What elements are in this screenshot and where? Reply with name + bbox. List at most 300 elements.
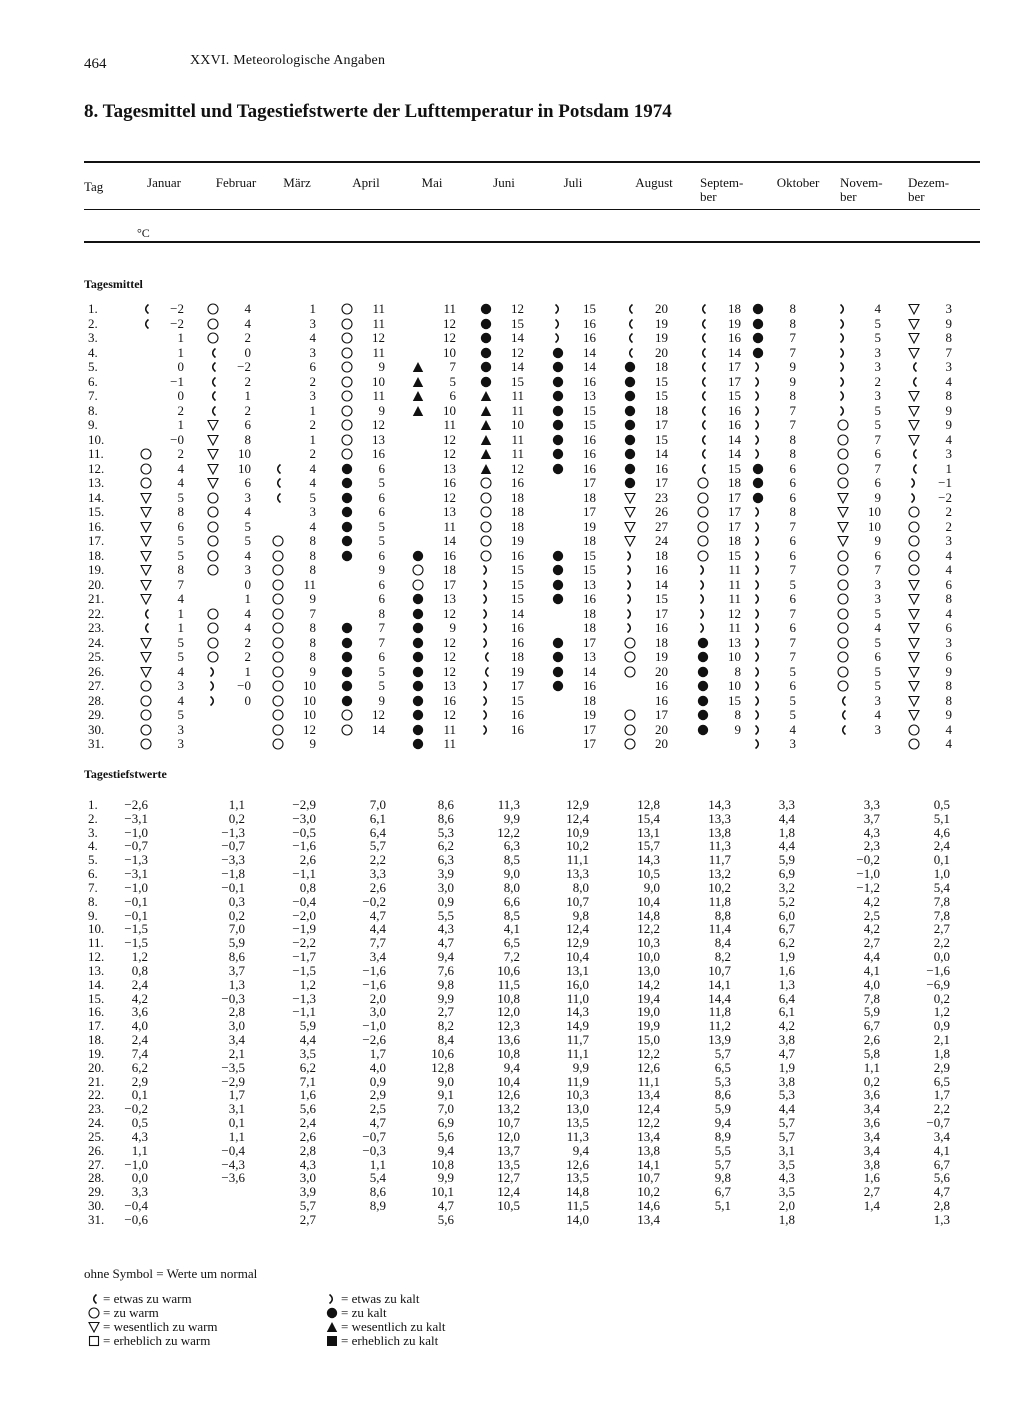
mean-value: 15 [511,373,524,389]
mean-value: 8 [309,620,316,635]
open-circle-icon [272,593,284,605]
mean-value: 16 [511,475,524,490]
mean-value: 15 [511,692,524,708]
waxing-moon-icon [624,593,636,605]
mean-value: 17 [583,475,596,490]
open-circle-icon [624,724,636,736]
min-value: 7,7 [369,935,386,951]
mean-value: 15 [511,591,524,606]
min-value: 3,9 [437,866,454,882]
open-circle-icon [207,651,219,663]
min-value: 3,3 [131,1184,148,1200]
filled-circle-icon [341,680,353,692]
mean-value: 4 [874,707,881,722]
mean-value: 11 [303,576,316,592]
min-value: 10,6 [497,962,520,978]
min-value: −3,3 [221,852,245,868]
day-label: 13. [88,962,105,978]
open-triangle-icon [908,622,920,634]
min-value: 11,0 [566,990,589,1006]
mean-value: 8 [789,446,796,461]
min-value: 6,7 [714,1184,731,1200]
min-value: −1,9 [292,921,316,937]
min-value: 4,3 [299,1156,316,1172]
min-value: −0,7 [221,838,245,854]
mean-value: 5 [874,315,881,331]
min-value: −3,1 [124,866,148,882]
min-value: 13,1 [566,962,589,978]
open-circle-icon [341,709,353,721]
open-triangle-icon [624,506,636,518]
min-value: 2,2 [933,1101,950,1117]
legend-text: = erheblich zu kalt [341,1333,439,1348]
day-label: 6. [88,373,98,389]
min-value: −1,0 [124,824,148,840]
min-value: −1,0 [362,1018,386,1034]
waxing-moon-icon [908,492,920,504]
month-header: Oktober [776,175,820,190]
min-value: 1,7 [369,1045,386,1061]
min-value: 5,9 [228,935,245,951]
mean-value: 10 [443,344,456,360]
filled-circle-icon [412,680,424,692]
open-circle-icon [624,651,636,663]
filled-circle-icon [480,347,492,359]
mean-value: 4 [309,475,316,490]
mean-value: 5 [874,605,881,621]
mean-value: 5 [244,533,251,548]
min-value: 2,8 [228,1004,245,1020]
open-circle-icon [837,622,849,634]
min-value: 12,2 [637,1115,660,1131]
min-value: 11,9 [566,1073,589,1089]
open-triangle-icon [908,680,920,692]
min-value: 10,8 [497,990,520,1006]
filled-circle-icon [412,695,424,707]
open-circle-icon [272,535,284,547]
mean-value: 6 [789,475,796,490]
min-value: 11,4 [708,921,731,937]
min-value: 2,0 [778,1198,795,1214]
mean-value: 9 [309,736,316,751]
waxing-moon-icon [752,564,764,576]
filled-circle-icon [341,622,353,634]
day-label: 7. [88,388,98,403]
mean-value: 5 [309,489,316,505]
min-value: 8,0 [572,879,589,895]
mean-value: 4 [244,301,251,316]
waxing-moon-icon [752,593,764,605]
mean-value: 26 [655,504,668,519]
month-header: Januar [147,175,181,190]
min-value: 8,9 [714,1128,731,1144]
min-value: −2,9 [221,1073,245,1089]
min-value: 6,2 [778,935,795,951]
open-circle-icon [140,448,152,460]
filled-circle-icon [412,651,424,663]
min-value: 10,7 [566,893,589,909]
day-label: 28. [88,692,105,708]
filled-circle-icon [624,477,636,489]
mean-value: 19 [728,315,741,331]
filled-circle-icon [341,550,353,562]
mean-value: 4 [177,460,184,476]
min-value: 4,4 [299,1032,316,1048]
min-value: 4,7 [437,935,454,951]
waxing-moon-icon [752,709,764,721]
min-value: 9,1 [437,1087,454,1103]
open-triangle-icon [624,535,636,547]
waning-moon-icon [837,709,849,721]
mean-value: 15 [583,301,596,316]
min-value: 15,0 [637,1032,660,1048]
waxing-moon-icon [207,680,219,692]
waning-moon-icon [697,347,709,359]
min-value: 2,8 [933,1198,950,1214]
day-label: 5. [88,852,98,868]
mean-value: 5 [378,475,385,490]
mean-value: 3 [309,315,316,331]
open-circle-icon [272,622,284,634]
open-triangle-icon [624,521,636,533]
min-value: 8,4 [714,935,731,951]
mean-value: 10 [303,678,316,693]
day-label: 24. [88,1115,105,1131]
mean-value: 2 [945,504,952,519]
min-value: 8,0 [503,879,520,895]
mean-value: 3 [874,591,881,606]
filled-circle-icon [412,593,424,605]
mean-value: 14 [443,533,456,548]
mean-value: 14 [511,330,524,345]
mean-value: 6 [449,388,456,403]
waxing-moon-icon [752,434,764,446]
min-value: 2,3 [863,838,880,854]
mean-value: 14 [583,359,596,374]
open-triangle-icon [908,709,920,721]
filled-triangle-icon [412,361,424,373]
filled-circle-icon [552,463,564,475]
mean-value: 2 [244,330,251,345]
legend-intro: ohne Symbol = Werte um normal [84,1266,258,1281]
mean-value: 8 [177,504,184,519]
min-value: −1,8 [221,866,245,882]
mean-value: 15 [511,576,524,592]
min-value: 8,6 [369,1184,386,1200]
mean-value: 4 [945,721,952,737]
min-value: 12,9 [566,797,589,812]
filled-circle-icon [752,463,764,475]
day-label: 15. [88,504,105,519]
mean-value: 2 [244,634,251,650]
mean-value: 8 [734,663,741,679]
day-label: 3. [88,330,98,345]
mean-value: 6 [244,475,251,490]
filled-circle-icon [326,1307,338,1319]
min-value: 11,1 [566,1045,589,1061]
min-value: −1,1 [292,1004,316,1020]
waxing-moon-icon [752,376,764,388]
min-value: 5,7 [714,1156,731,1172]
mean-value: 5 [244,518,251,534]
waning-moon-icon [697,303,709,315]
min-value: 0,1 [933,852,950,868]
open-circle-icon [412,579,424,591]
mean-value: 14 [655,576,668,592]
min-value: 5,9 [714,1101,731,1117]
waxing-moon-icon [752,738,764,750]
legend-text: = wesentlich zu warm [103,1319,218,1334]
mean-value: 2 [945,518,952,534]
mean-value: 18 [583,692,596,708]
day-label: 31. [88,1211,105,1227]
min-value: 14,1 [708,976,731,992]
waning-moon-icon [140,608,152,620]
min-value: 11,7 [566,1032,589,1048]
open-triangle-icon [207,448,219,460]
table-title: 8. Tagesmittel und Tagestiefstwerte der Lufttemperatur in Potsdam 1974 [84,101,672,122]
mean-value: 20 [655,301,668,316]
mean-value: 3 [309,388,316,403]
waning-moon-icon [207,361,219,373]
open-triangle-icon [908,318,920,330]
mean-value: 3 [874,359,881,374]
waning-moon-icon [908,361,920,373]
mean-value: 8 [789,301,796,316]
mean-value: 6 [789,678,796,693]
mean-value: 5 [378,663,385,679]
min-value: 2,1 [228,1045,245,1061]
waxing-moon-icon [908,477,920,489]
mean-value: 17 [583,721,596,737]
min-value: 4,4 [778,1101,795,1117]
mean-value: 7 [177,576,184,592]
mean-value: 7 [789,344,796,360]
waxing-moon-icon [837,318,849,330]
open-triangle-icon [837,506,849,518]
waxing-moon-icon [697,622,709,634]
mean-value: 7 [309,605,316,621]
min-value: 2,0 [369,990,386,1006]
mean-value: 5 [177,649,184,664]
mean-value: 7 [789,634,796,650]
filled-circle-icon [341,637,353,649]
min-value: 8,2 [437,1018,454,1034]
min-value: 5,7 [299,1198,316,1214]
day-label: 9. [88,417,98,432]
mean-value: 17 [583,634,596,650]
min-value: 1,0 [933,866,950,882]
filled-circle-icon [624,361,636,373]
month-header: Novem- ber [840,175,883,204]
min-value: −1,6 [926,962,950,978]
mean-value: 12 [443,605,456,621]
min-value: 2,7 [863,1184,880,1200]
day-label: 17. [88,1018,105,1034]
min-value: 13,0 [566,1101,589,1117]
min-value: 5,7 [714,1045,731,1061]
min-value: 13,0 [637,962,660,978]
min-value: 3,6 [131,1004,148,1020]
open-triangle-icon [908,332,920,344]
day-label: 5. [88,359,98,374]
filled-circle-icon [697,666,709,678]
open-circle-icon [207,564,219,576]
day-label: 28. [88,1170,105,1186]
min-value: 4,6 [933,824,950,840]
filled-triangle-icon [480,390,492,402]
open-circle-icon [624,666,636,678]
min-value: 13,4 [637,1211,660,1227]
unit-label: °C [137,226,150,240]
mean-value: 15 [511,562,524,577]
min-value: 7,0 [228,921,245,937]
mean-value: 15 [655,431,668,447]
day-label: 19. [88,1045,105,1061]
mean-value: 5 [789,576,796,592]
day-column-header: Tag [84,179,104,194]
filled-circle-icon [552,434,564,446]
mean-value: 12 [443,489,456,505]
min-value: −2,6 [362,1032,386,1048]
open-circle-icon [908,521,920,533]
min-value: 0,8 [299,879,316,895]
open-triangle-icon [140,550,152,562]
open-circle-icon [140,724,152,736]
open-circle-icon [272,579,284,591]
waxing-moon-icon [552,332,564,344]
day-label: 18. [88,547,105,563]
mean-value: 7 [874,431,881,447]
min-value: 2,6 [299,1128,316,1144]
min-value: 3,8 [863,1156,880,1172]
min-value: 7,1 [299,1073,316,1089]
open-circle-icon [837,419,849,431]
min-value: 14,4 [708,990,731,1006]
filled-circle-icon [552,564,564,576]
mean-value: 2 [244,373,251,389]
min-value: 2,7 [299,1211,316,1227]
mean-value: 18 [511,649,524,664]
mean-value: 16 [728,330,741,345]
min-value: 11,3 [708,838,731,854]
mean-value: 9 [378,692,385,708]
min-value: 1,1 [131,1142,148,1158]
min-value: 2,7 [863,935,880,951]
section-tagesmittel: Tagesmittel [84,277,143,291]
mean-value: 10 [238,460,251,476]
waning-moon-icon [480,666,492,678]
mean-value: 17 [728,504,741,519]
filled-triangle-icon [326,1321,338,1333]
mean-value: 12 [372,330,385,345]
min-value: 6,9 [437,1115,454,1131]
filled-circle-icon [341,535,353,547]
open-circle-icon [697,550,709,562]
day-label: 24. [88,634,105,650]
filled-triangle-icon [480,434,492,446]
mean-value: 6 [378,591,385,606]
open-triangle-icon [140,521,152,533]
mean-value: 20 [655,736,668,751]
min-value: 13,3 [566,866,589,882]
min-value: −1,3 [292,990,316,1006]
waxing-moon-icon [752,724,764,736]
min-value: −0,3 [221,990,245,1006]
waning-moon-icon [908,463,920,475]
mean-value: 11 [372,344,385,360]
min-value: 3,9 [299,1184,316,1200]
min-value: 10,4 [497,1073,520,1089]
waxing-moon-icon [480,695,492,707]
mean-value: 14 [511,605,524,621]
legend-text: = zu kalt [341,1305,387,1320]
min-value: 10,5 [637,866,660,882]
mean-value: 18 [443,562,456,577]
waning-moon-icon [480,651,492,663]
open-circle-icon [207,550,219,562]
min-value: −0,4 [124,1198,148,1214]
mean-value: 10 [372,373,385,389]
day-label: 13. [88,475,105,490]
waxing-moon-icon [552,318,564,330]
waxing-moon-icon [752,637,764,649]
min-value: 1,2 [299,976,316,992]
min-value: 4,2 [863,893,880,909]
min-value: 13,4 [637,1128,660,1144]
waxing-moon-icon [697,608,709,620]
mean-value: 6 [789,620,796,635]
mean-value: 4 [177,475,184,490]
day-label: 27. [88,678,105,693]
open-triangle-icon [140,637,152,649]
mean-value: 7 [789,402,796,418]
mean-value: 16 [583,315,596,331]
mean-value: 3 [244,562,251,577]
open-circle-icon [837,564,849,576]
min-value: 2,7 [437,1004,454,1020]
waxing-moon-icon [752,405,764,417]
mean-value: 10 [511,417,524,432]
min-value: 6,5 [714,1059,731,1075]
open-circle-icon [272,550,284,562]
open-circle-icon [207,622,219,634]
mean-value: 8 [789,504,796,519]
min-value: −0,5 [292,824,316,840]
day-label: 23. [88,1101,105,1117]
min-value: 11,2 [708,1018,731,1034]
mean-value: 16 [511,547,524,563]
mean-value: 6 [378,576,385,592]
filled-circle-icon [552,448,564,460]
min-value: 3,2 [778,879,795,895]
min-value: 4,1 [933,1142,950,1158]
filled-circle-icon [341,651,353,663]
min-value: 1,3 [778,976,795,992]
mean-value: 16 [372,446,385,461]
min-value: −1,2 [856,879,880,895]
open-triangle-icon [908,666,920,678]
day-label: 9. [88,907,98,923]
min-value: 1,6 [863,1170,880,1186]
waning-moon-icon [697,448,709,460]
waning-moon-icon [697,390,709,402]
open-triangle-icon [140,564,152,576]
open-circle-icon [697,535,709,547]
mean-value: 12 [443,315,456,331]
day-label: 20. [88,576,105,592]
min-value: 7,8 [933,893,950,909]
